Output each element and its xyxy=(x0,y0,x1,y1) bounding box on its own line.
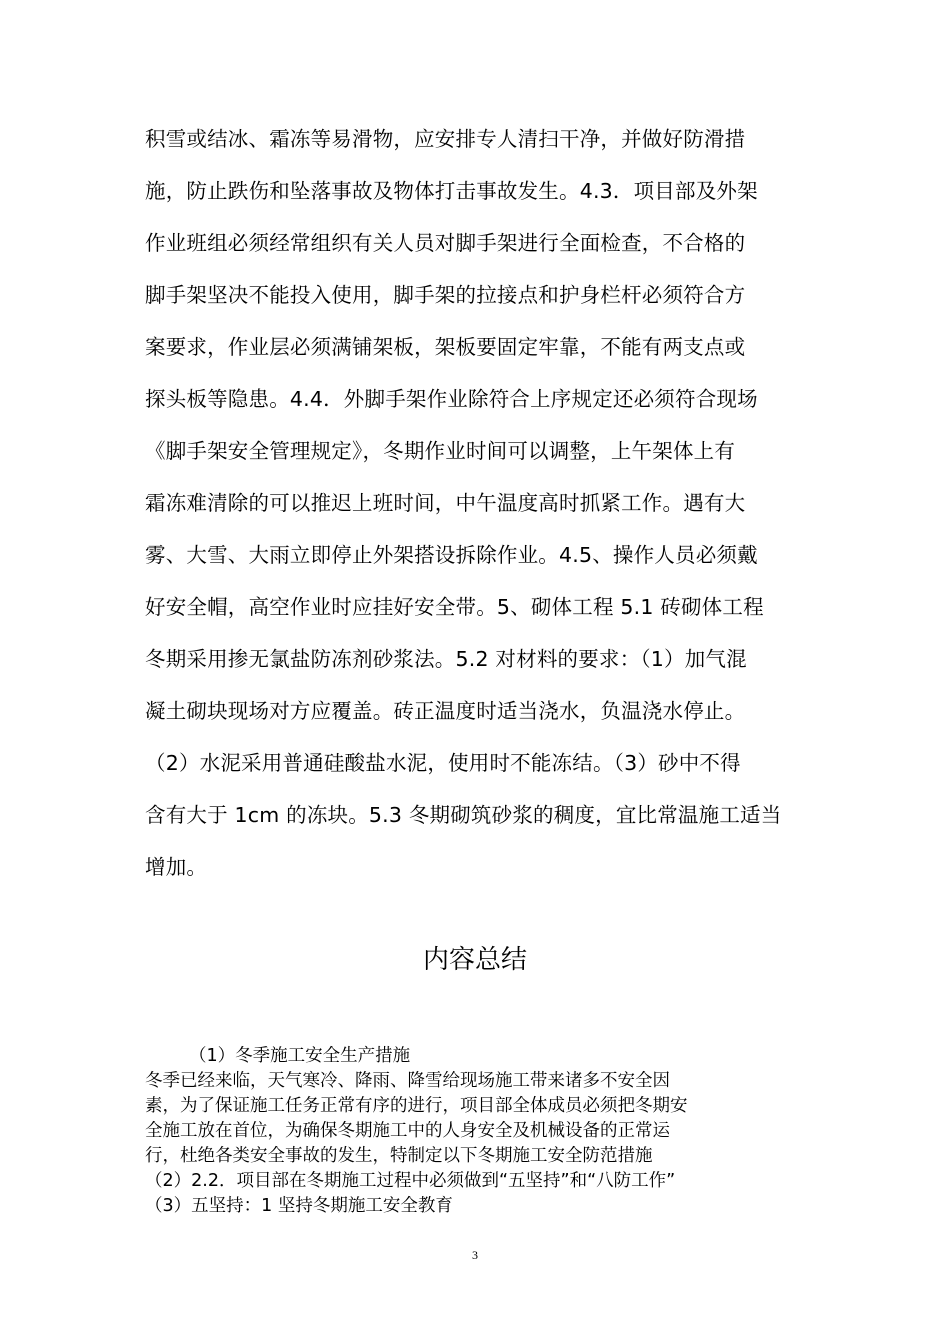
summary-title: 内容总结 xyxy=(422,945,527,975)
body-line: 《脚手架安全管理规定》，冬期作业时间可以调整，上午架体上有 xyxy=(145,439,736,463)
body-line: 凝土砌块现场对方应覆盖。砖正温度时适当浇水，负温浇水停止。 xyxy=(145,699,746,723)
summary-block xyxy=(145,1044,825,1219)
body-line: 含有大于 1cm 的冻块。5.3 冬期砌筑砂浆的稠度，宜比常温施工适当 xyxy=(145,803,782,827)
summary-line: 冬季已经来临，天气寒冷、降雨、降雪给现场施工带来诸多不安全因 xyxy=(145,1071,670,1091)
body-line: 霜冻难清除的可以推迟上班时间，中午温度高时抓紧工作。遇有大 xyxy=(145,491,746,515)
body-line: （2）水泥采用普通硅酸盐水泥，使用时不能冻结。（3）砂中不得 xyxy=(145,751,741,775)
body-line: 好安全帽，高空作业时应挂好安全带。5、砌体工程 5.1 砖砌体工程 xyxy=(145,595,764,619)
body-text xyxy=(145,113,825,893)
body-line: 作业班组必须经常组织有关人员对脚手架进行全面检查，不合格的 xyxy=(145,231,746,255)
summary-line: 行，杜绝各类安全事故的发生，特制定以下冬期施工安全防范措施 xyxy=(145,1146,653,1166)
body-line: 积雪或结冰、霜冻等易滑物，应安排专人清扫干净，并做好防滑措 xyxy=(145,127,746,151)
body-line: 脚手架坚决不能投入使用，脚手架的拉接点和护身栏杆必须符合方 xyxy=(145,283,746,307)
page-number: 3 xyxy=(472,1248,478,1262)
summary-line: （3）五坚持：1 坚持冬期施工安全教育 xyxy=(145,1196,453,1216)
summary-line: （2）2.2．项目部在冬期施工过程中必须做到“五坚持”和“八防工作” xyxy=(145,1171,676,1191)
body-line: 施，防止跌伤和坠落事故及物体打击事故发生。4.3．项目部及外架 xyxy=(145,179,758,203)
body-line: 雾、大雪、大雨立即停止外架搭设拆除作业。4.5、操作人员必须戴 xyxy=(145,543,758,567)
body-line: 探头板等隐患。4.4．外脚手架作业除符合上序规定还必须符合现场 xyxy=(145,387,758,411)
summary-line: 素，为了保证施工任务正常有序的进行，项目部全体成员必须把冬期安 xyxy=(145,1096,688,1116)
body-line: 冬期采用掺无氯盐防冻剂砂浆法。5.2 对材料的要求：（1）加气混 xyxy=(145,647,747,671)
body-line: 案要求，作业层必须满铺架板，架板要固定牢靠，不能有两支点或 xyxy=(145,335,746,359)
summary-line: 全施工放在首位，为确保冬期施工中的人身安全及机械设备的正常运 xyxy=(145,1121,670,1141)
summary-heading: （1）冬季施工安全生产措施 xyxy=(189,1046,411,1066)
body-line: 增加。 xyxy=(145,855,208,879)
